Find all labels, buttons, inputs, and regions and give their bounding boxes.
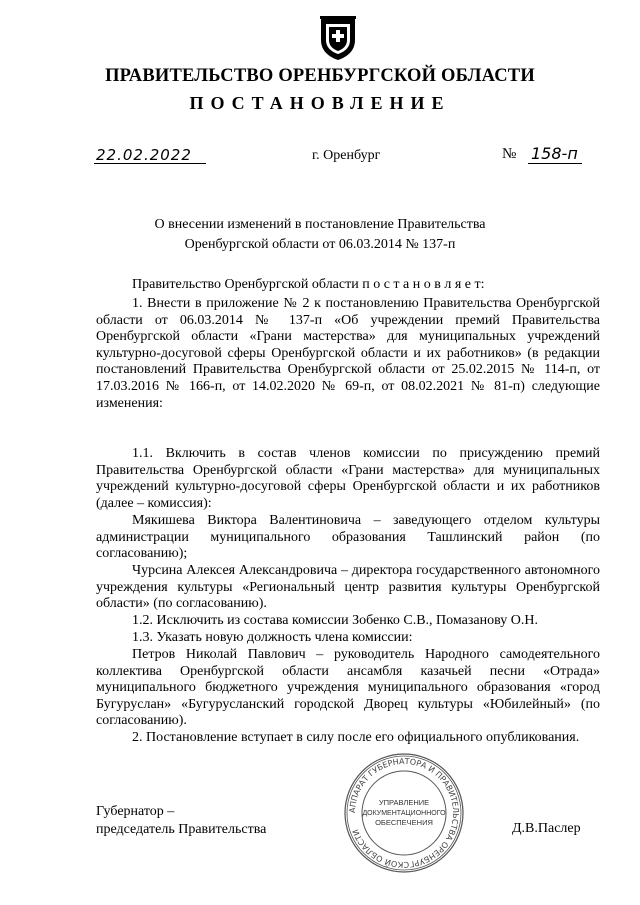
stamp-line-2: ДОКУМЕНТАЦИОННОГО bbox=[362, 810, 446, 817]
stamp-ring-text: АППАРАТ ГУБЕРНАТОРА И ПРАВИТЕЛЬСТВА ОРЕНБУРГСКОЙ ОБЛАСТИ bbox=[347, 756, 461, 870]
member-3: Петров Николай Павлович – руководитель Народного самодеятельного коллектива Оренбургской области ансамбля казачьей песни «Отрада» муниципального бюджетного учреждения муниципального образования «город Бугуруслан» «Бугурусланский городской Дворец культуры «Юбилейный» (по согласованию). bbox=[96, 647, 600, 729]
number-label: № bbox=[502, 146, 517, 162]
document-type: ПОСТАНОВЛЕНИЕ bbox=[189, 93, 451, 113]
paragraph-1-1: 1.1. Включить в состав членов комиссии по присуждению премий Правительства Оренбургской области «Грани мастерства» для муниципальных учреждений культурно-досуговой сферы Оренбургской области и их работников (далее – комиссия): bbox=[96, 446, 600, 511]
intro-paragraph: Правительство Оренбургской области п о с т а н о в л я е т: bbox=[132, 277, 485, 292]
subject-line-2: Оренбургской области от 06.03.2014 № 137-п bbox=[184, 237, 456, 252]
document-date: 22.02.2022 bbox=[96, 146, 192, 164]
number-underline bbox=[528, 163, 582, 164]
signatory-title-line-1: Губернатор – bbox=[96, 804, 175, 819]
date-underline bbox=[94, 163, 206, 164]
document-subject bbox=[90, 215, 550, 255]
official-stamp bbox=[343, 752, 465, 874]
stamp-line-3: ОБЕСПЕЧЕНИЯ bbox=[375, 818, 433, 827]
signatory-name: Д.В.Паслер bbox=[512, 821, 581, 836]
document-number: 158-п bbox=[531, 144, 578, 163]
member-2: Чурсина Алексея Александровича – директора государственного автономного учреждения культуры «Региональный центр развития культуры Оренбургской области» (по согласованию). bbox=[96, 563, 600, 612]
stamp-line-1: УПРАВЛЕНИЕ bbox=[378, 798, 430, 807]
document-city: г. Оренбург bbox=[312, 148, 381, 163]
paragraph-1: 1. Внести в приложение № 2 к постановлению Правительства Оренбургской области от 06.03.2014 № 137-п «Об учреждении премий Правительства Оренбургской области «Грани мастерства» для муниципальных учреждений культурно-досуговой сферы Оренбургской области и их работников» (в редакции постановлений Правительства Оренбургской области от 25.02.2015 № 114-п, от 17.03.2016 № 166-п, от 14.02.2020 № 69-п, от 08.02.2021 № 81-п) следующие изменения: bbox=[96, 296, 600, 411]
paragraph-1-3: 1.3. Указать новую должность члена комиссии: bbox=[132, 630, 413, 645]
signatory-title-line-2: председатель Правительства bbox=[96, 822, 267, 837]
subject-line-1: О внесении изменений в постановление Правительства bbox=[154, 217, 486, 232]
government-title: ПРАВИТЕЛЬСТВО ОРЕНБУРГСКОЙ ОБЛАСТИ bbox=[105, 66, 535, 86]
paragraph-1-2: 1.2. Исключить из состава комиссии Зобенко С.В., Помазанову О.Н. bbox=[132, 613, 538, 628]
paragraph-2: 2. Постановление вступает в силу после его официального опубликования. bbox=[132, 730, 580, 745]
signatory-title bbox=[96, 803, 266, 839]
coat-of-arms-icon bbox=[318, 16, 358, 62]
member-1: Мякишева Виктора Валентиновича – заведующего отделом культуры администрации муниципального образования Ташлинский район (по согласованию); bbox=[96, 513, 600, 562]
